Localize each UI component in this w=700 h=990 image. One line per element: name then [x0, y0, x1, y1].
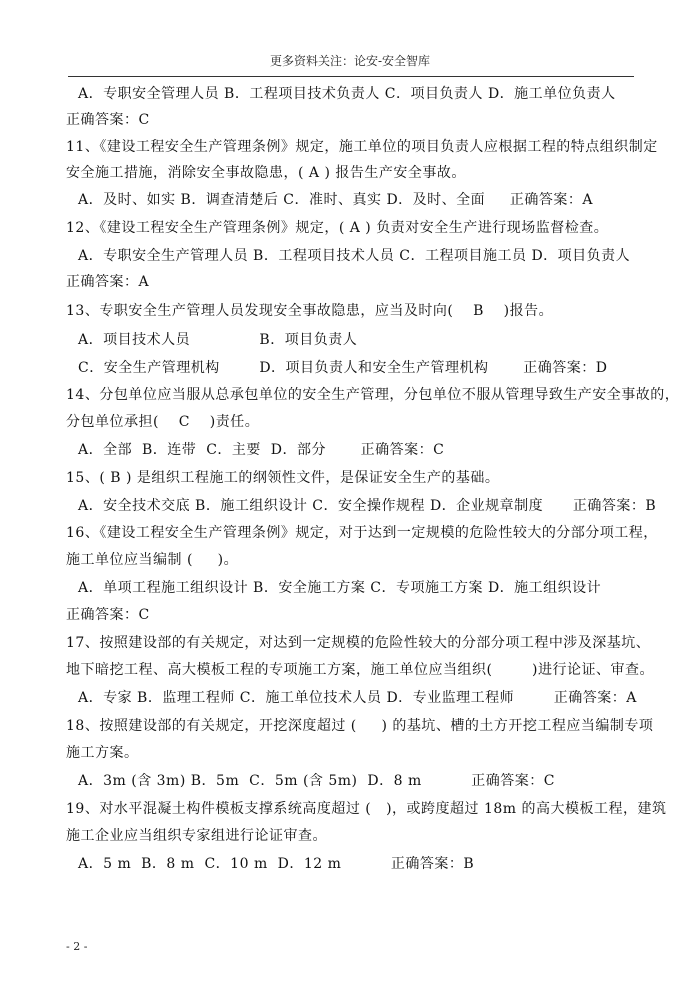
- option-line-q12: A．专职安全生产管理人员 B．工程项目技术人员 C．工程项目施工员 D．项目负责人: [78, 248, 631, 264]
- option-line-q17: A．专家 B．监理工程师 C．施工单位技术人员 D．专业监理工程师 正确答案：A: [78, 690, 637, 706]
- option-line-q11: A．及时、如实 B．调查清楚后 C．准时、真实 D．及时、全面 正确答案：A: [78, 192, 594, 208]
- question-16-line-2: 施工单位应当编制 ( )。: [66, 552, 239, 568]
- question-11-line-2: 安全施工措施，消除安全事故隐患，( A ) 报告生产安全事故。: [66, 165, 466, 181]
- question-18-line-1: 18、按照建设部的有关规定，开挖深度超过 ( ) 的基坑、槽的土方开挖工程应当编制专项: [66, 718, 654, 734]
- option-line-q18: A．3m (含 3m) B．5m C．5m (含 5m) D．8 m 正确答案：C: [78, 773, 555, 789]
- page-number: - 2 -: [66, 940, 88, 953]
- header-divider: [68, 76, 634, 77]
- answer-line-q12: 正确答案：A: [66, 274, 150, 290]
- question-18-line-2: 施工方案。: [66, 745, 139, 761]
- question-17-line-2: 地下暗挖工程、高大模板工程的专项施工方案，施工单位应当组织( )进行论证、审查。: [66, 662, 655, 678]
- question-19-line-1: 19、对水平混凝土构件模板支撑系统高度超过 ( )，或跨度超过 18m 的高大模板工程，建筑: [66, 801, 667, 817]
- option-line-q16: A．单项工程施工组织设计 B．安全施工方案 C．专项施工方案 D．施工组织设计: [78, 580, 602, 596]
- page-header-title: 更多资料关注：论安-安全智库: [269, 54, 431, 68]
- question-13-line-1: 13、专职安全生产管理人员发现安全事故隐患，应当及时向( B )报告。: [66, 303, 554, 319]
- question-15-line-1: 15、( B ) 是组织工程施工的纲领性文件，是保证安全生产的基础。: [66, 470, 500, 486]
- question-14-line-2: 分包单位承担( C )责任。: [66, 414, 260, 430]
- question-12-line-1: 12、《建设工程安全生产管理条例》规定，( A ) 负责对安全生产进行现场监督检查。: [66, 220, 609, 236]
- answer-line-q16: 正确答案：C: [66, 607, 150, 623]
- option-line-q19: A．5 m B．8 m C．10 m D．12 m 正确答案：B: [78, 856, 475, 872]
- question-14-line-1: 14、分包单位应当服从总承包单位的安全生产管理，分包单位不服从管理导致生产安全事故的，: [66, 387, 680, 403]
- option-line-q13-a: A．项目技术人员 B．项目负责人: [78, 332, 358, 348]
- option-line-q14: A．全部 B．连带 C．主要 D．部分 正确答案：C: [78, 442, 445, 458]
- question-16-line-1: 16、《建设工程安全生产管理条例》规定，对于达到一定规模的危险性较大的分部分项工程，: [66, 525, 658, 541]
- answer-line-q10: 正确答案：C: [66, 112, 150, 128]
- option-line-q13-b: C．安全生产管理机构 D．项目负责人和安全生产管理机构 正确答案：D: [78, 360, 608, 376]
- option-line-q15: A．安全技术交底 B．施工组织设计 C．安全操作规程 D．企业规章制度 正确答案：B: [78, 498, 657, 514]
- question-19-line-2: 施工企业应当组织专家组进行论证审查。: [66, 828, 327, 844]
- question-17-line-1: 17、按照建设部的有关规定，对达到一定规模的危险性较大的分部分项工程中涉及深基坑、: [66, 635, 651, 651]
- option-line-q10: A．专职安全管理人员 B．工程项目技术负责人 C．项目负责人 D．施工单位负责人: [78, 86, 616, 102]
- question-11-line-1: 11、《建设工程安全生产管理条例》规定，施工单位的项目负责人应根据工程的特点组织制定: [66, 139, 658, 155]
